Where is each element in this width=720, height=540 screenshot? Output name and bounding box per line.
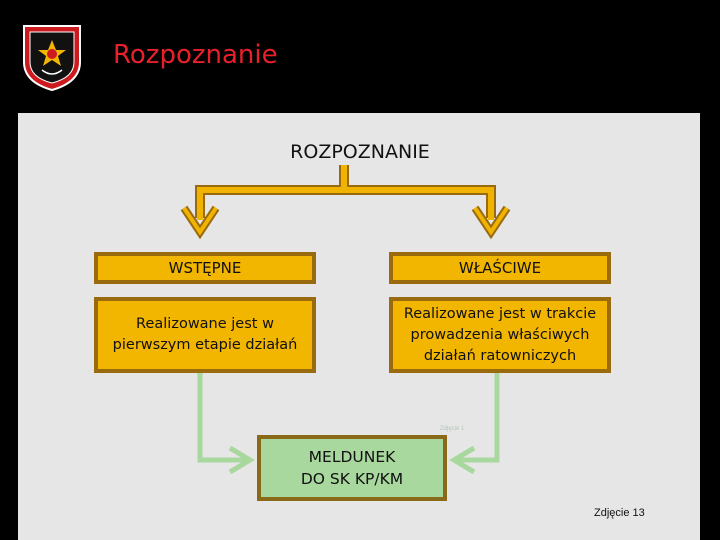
green-connector-right: [455, 373, 497, 460]
branch-head-wlasciwe: WŁAŚCIWE: [389, 252, 611, 284]
root-node: ROZPOZNANIE: [290, 141, 430, 163]
merge-line-1: MELDUNEK: [308, 448, 396, 466]
branch-desc-wlasciwe: Realizowane jest w trakcie prowadzenia właściwych działań ratowniczych: [389, 297, 611, 373]
merge-node-meldunek: [257, 435, 447, 501]
branch-desc-wstepne: Realizowane jest w pierwszym etapie działań: [94, 297, 316, 373]
faint-caption: Zdjęcie 1: [440, 426, 465, 432]
green-connector-left: [200, 373, 248, 460]
orange-connector-fill: [200, 165, 491, 220]
page-title: Rozpoznanie: [113, 40, 278, 70]
merge-line-2: DO SK KP/KM: [300, 470, 404, 488]
branch-head-wstepne: WSTĘPNE: [94, 252, 316, 284]
slide-number: Zdjęcie 13: [594, 507, 645, 519]
